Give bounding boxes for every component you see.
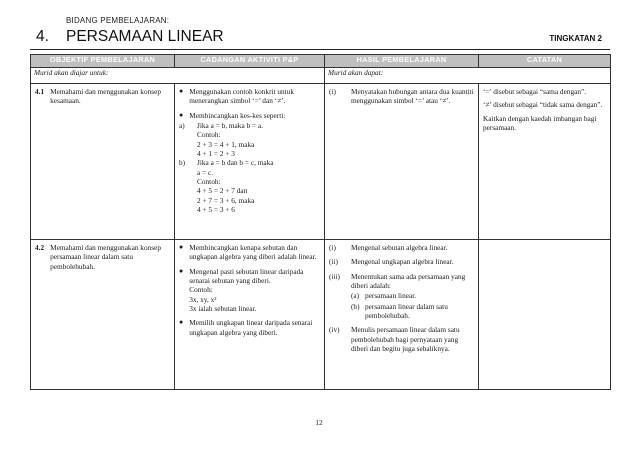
bullet-icon: ● — [179, 110, 184, 119]
table-row — [31, 84, 611, 240]
example-line: Contoh: — [189, 285, 213, 295]
syllabus-table — [30, 54, 611, 390]
outcome-subtext: persamaan linear. — [365, 291, 417, 301]
objective-code: 4.2 — [35, 243, 45, 252]
case-label: a) — [179, 120, 185, 130]
outcome-label: (iii) — [329, 271, 340, 281]
example-line: a = c. — [197, 167, 214, 177]
activity-cell — [175, 84, 325, 240]
activity-text: Membincangkan kes-kes seperti: — [189, 110, 286, 120]
outcome-cell — [325, 84, 479, 240]
outcome-sublabel: (a) — [351, 291, 360, 301]
objective-text: Memahami dan menggunakan konsep kesamaan. — [50, 87, 161, 106]
outcome-label: (i) — [329, 243, 336, 252]
outcome-subtext: persamaan linear dalam satu pembolehubah. — [365, 301, 448, 320]
table-header-row — [31, 55, 611, 68]
example-line: 4 + 5 = 2 + 7 dan — [197, 186, 248, 196]
objective-cell — [31, 240, 175, 390]
table-subheader-row — [31, 68, 611, 84]
example-line: 4 + 5 = 3 + 6 — [197, 204, 235, 214]
notes-cell — [479, 240, 611, 390]
example-line: Contoh: — [197, 130, 221, 140]
bullet-icon: ● — [179, 266, 184, 275]
outcome-label: (ii) — [329, 257, 338, 267]
case-label: b) — [179, 158, 186, 168]
activity-cell — [175, 240, 325, 390]
example-line: 2 + 7 = 3 + 6, maka — [197, 195, 255, 205]
case-text: Jika a = b, maka b = a. — [197, 120, 263, 130]
page-number: 12 — [315, 418, 323, 427]
note-text: ‘=’ disebut sebagai “sama dengan”. — [483, 87, 587, 96]
activity-text: Memilih ungkapan linear daripada senarai ungkapan algebra yang diberi. — [189, 318, 313, 337]
bullet-icon: ● — [179, 243, 184, 251]
column-header-catatan: CATATAN — [479, 55, 611, 68]
objective-cell — [31, 84, 175, 240]
outcome-text: Mengenal ungkapan algebra linear. — [351, 257, 454, 267]
bullet-icon: ● — [179, 318, 184, 327]
outcome-label: (iv) — [329, 325, 340, 335]
note-text: ‘≠’ disebut sebagai “tidak sama dengan”. — [483, 100, 603, 110]
outcome-cell — [325, 240, 479, 390]
example-line: 3x, xy, x² — [189, 294, 217, 304]
title-rule — [30, 49, 610, 50]
column-header-hasil: HASIL PEMBELAJARAN — [325, 55, 479, 68]
example-line: 3x ialah sebutan linear. — [189, 303, 257, 313]
objective-code: 4.1 — [35, 87, 45, 96]
subheader-able: Murid akan dapat: — [325, 68, 611, 84]
objective-text: Memahami dan menggunakan konsep persamaan linear dalam satu pembolehubah. — [50, 243, 161, 271]
outcome-sublabel: (b) — [351, 301, 360, 311]
activity-text: Menggunakan contoh konkrit untuk menerangkan simbol ‘=’ dan ‘≠’. — [189, 87, 295, 106]
outcome-text: Mengenal sebutan algebra linear. — [351, 243, 448, 252]
example-line: 4 + 1 = 2 + 3 — [197, 148, 235, 158]
outcome-text: Menentukan sama ada persamaan yang diberi adalah: — [351, 271, 466, 290]
notes-cell — [479, 84, 611, 240]
chapter-title: PERSAMAAN LINEAR — [66, 28, 224, 45]
column-header-aktiviti: CADANGAN AKTIVITI P&P — [175, 55, 325, 68]
example-line: Contoh: — [197, 176, 221, 186]
subheader-taught: Murid akan diajar untuk: — [31, 68, 325, 84]
example-line: 2 + 3 = 4 + 1, maka — [197, 139, 255, 149]
activity-text: Membincangkan kenapa sebutan dan ungkapan algebra yang diberi adalah linear. — [189, 243, 317, 262]
chapter-number: 4. — [36, 28, 49, 45]
case-text: Jika a = b dan b = c, maka — [197, 158, 274, 168]
subject-area-label: BIDANG PEMBELAJARAN: — [66, 16, 170, 25]
page-title — [36, 28, 224, 46]
bullet-icon: ● — [179, 87, 184, 95]
column-header-objektif: OBJEKTIF PEMBELAJARAN — [31, 55, 175, 68]
table-row — [31, 240, 611, 390]
outcome-label: (i) — [329, 87, 336, 96]
note-text: Kaitkan dengan kaedah imbangan bagi persamaan. — [483, 113, 597, 132]
outcome-text: Menulis persamaan linear dalam satu pembolehubah bagi pernyataan yang diberi dan begitu juga sebaliknya. — [351, 325, 460, 353]
form-level-label: TINGKATAN 2 — [549, 34, 602, 43]
outcome-text: Menyatakan hubungan antara dua kuantiti menggunakan simbol ‘=’ atau ‘≠’. — [351, 87, 474, 106]
activity-text: Mengenal pasti sebutan linear daripada senarai sebutan yang diberi. — [189, 266, 304, 285]
